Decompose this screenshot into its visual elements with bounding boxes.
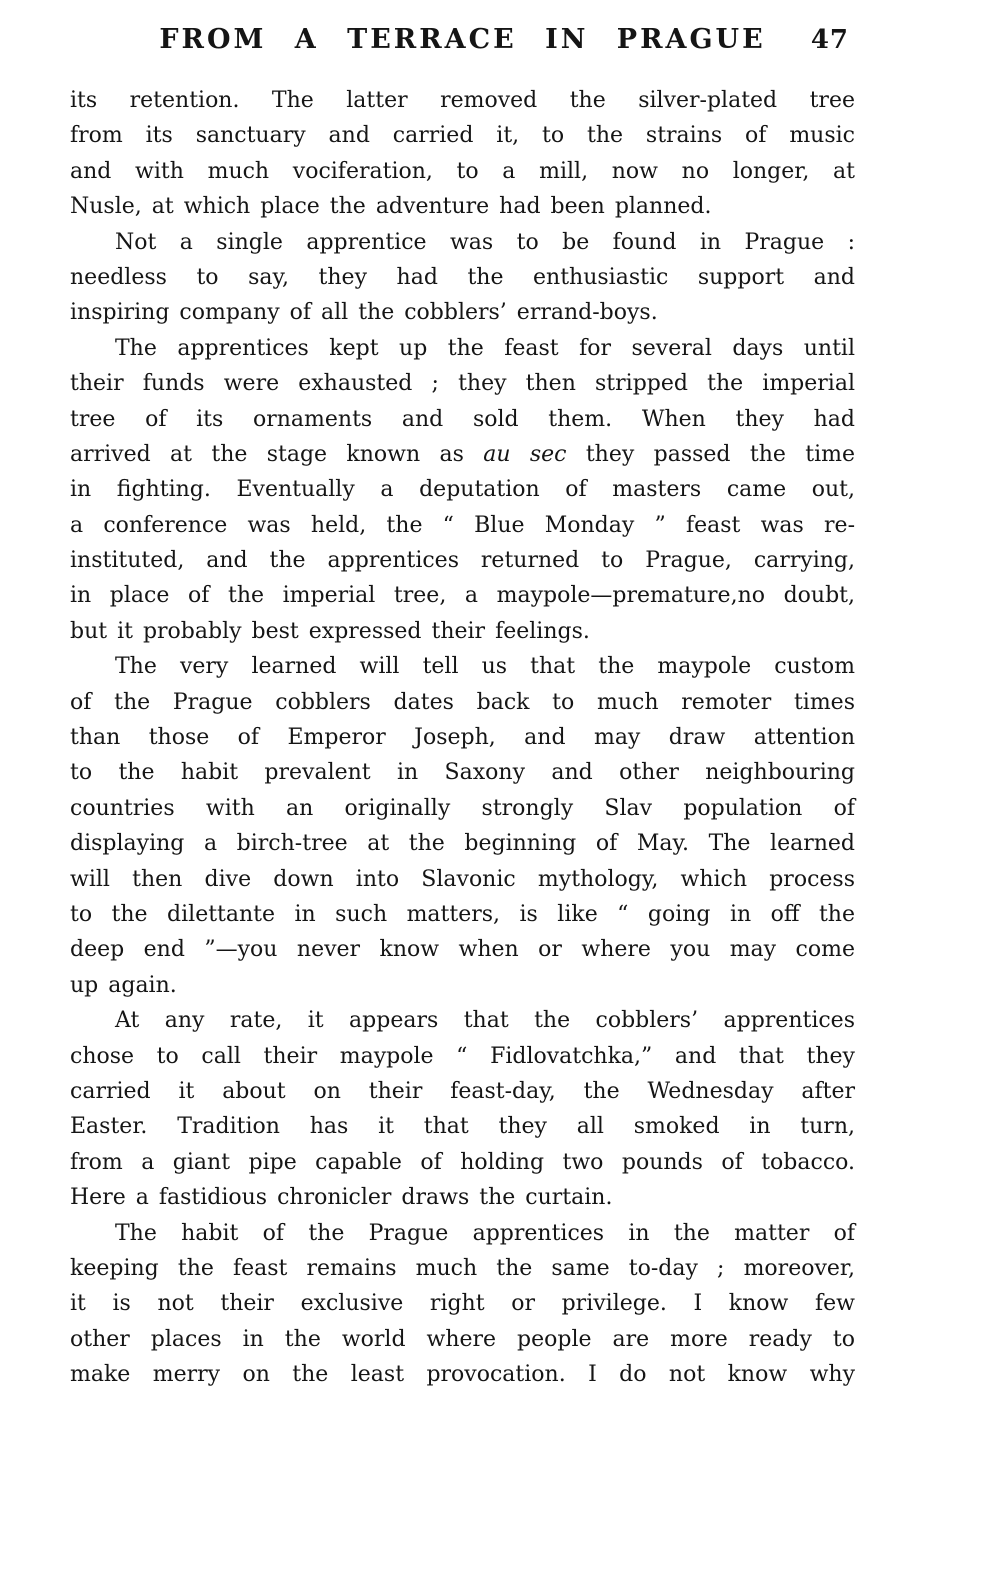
text-line: than those of Emperor Joseph, and may draw attention xyxy=(70,725,855,751)
text-line: At any rate, it appears that the cobblers’ apprentices xyxy=(115,1008,855,1034)
text-line: Here a fastidious chronicler draws the curtain. xyxy=(70,1185,613,1211)
text-line: needless to say, they had the enthusiastic support and xyxy=(70,264,855,290)
text-line: in place of the imperial tree, a maypole—premature,no doubt, xyxy=(70,583,855,609)
paragraph xyxy=(70,225,855,331)
page-header xyxy=(70,24,855,64)
text-line: make merry on the least provocation. I do not know why xyxy=(70,1362,855,1388)
text-line: other places in the world where people are more ready to xyxy=(70,1326,855,1352)
text-line: but it probably best expressed their feelings. xyxy=(70,618,590,644)
text-line: and with much vociferation, to a mill, now no longer, at xyxy=(70,158,855,184)
text-line: inspiring company of all the cobblers’ errand-boys. xyxy=(70,300,658,326)
text-line: displaying a birch-tree at the beginning of May. The learned xyxy=(70,831,855,857)
text-line: Easter. Tradition has it that they all smoked in turn, xyxy=(70,1114,855,1140)
text-line: in fighting. Eventually a deputation of masters came out, xyxy=(70,477,855,503)
text-line: tree of its ornaments and sold them. When they had xyxy=(70,406,855,432)
text-line: chose to call their maypole “ Fidlovatchka,” and that they xyxy=(70,1043,855,1069)
paragraph xyxy=(70,83,855,225)
text-line: arrived at the stage known as au sec they passed the time xyxy=(70,441,855,467)
text-line: Not a single apprentice was to be found in Prague : xyxy=(115,229,855,255)
text-line: its retention. The latter removed the silver-plated tree xyxy=(70,88,855,113)
page-title: FROM A TERRACE IN PRAGUE xyxy=(159,24,766,55)
text-line: deep end ”—you never know when or where you may come xyxy=(70,937,855,963)
paragraph xyxy=(70,1216,855,1393)
text-line: to the habit prevalent in Saxony and other neighbouring xyxy=(70,760,855,786)
text-line: from a giant pipe capable of holding two pounds of tobacco. xyxy=(70,1149,855,1175)
text-line: countries with an originally strongly Slav population of xyxy=(70,795,855,821)
page-number: 47 xyxy=(810,25,849,55)
paragraph xyxy=(70,649,855,1003)
body-text xyxy=(70,83,855,1392)
text-line: The very learned will tell us that the maypole custom xyxy=(115,654,855,680)
text-line: their funds were exhausted ; they then stripped the imperial xyxy=(70,371,855,397)
text-line: to the dilettante in such matters, is like “ going in off the xyxy=(70,901,855,927)
text-line: will then dive down into Slavonic mythology, which process xyxy=(70,866,855,892)
text-line: of the Prague cobblers dates back to much remoter times xyxy=(70,689,855,715)
text-line: from its sanctuary and carried it, to the strains of music xyxy=(70,123,855,149)
text-line: The habit of the Prague apprentices in the matter of xyxy=(115,1220,855,1246)
text-line: instituted, and the apprentices returned to Prague, carrying, xyxy=(70,548,855,574)
text-line: a conference was held, the “ Blue Monday ” feast was re- xyxy=(70,512,855,538)
paragraph xyxy=(70,331,855,650)
paragraph xyxy=(70,1003,855,1215)
text-line: up again. xyxy=(70,972,177,998)
text-line: carried it about on their feast-day, the Wednesday after xyxy=(70,1078,855,1104)
text-line: The apprentices kept up the feast for several days until xyxy=(115,335,855,361)
text-line: keeping the feast remains much the same to-day ; moreover, xyxy=(70,1255,855,1281)
text-line: Nusle, at which place the adventure had been planned. xyxy=(70,194,712,220)
text-line: it is not their exclusive right or privilege. I know few xyxy=(70,1291,855,1317)
